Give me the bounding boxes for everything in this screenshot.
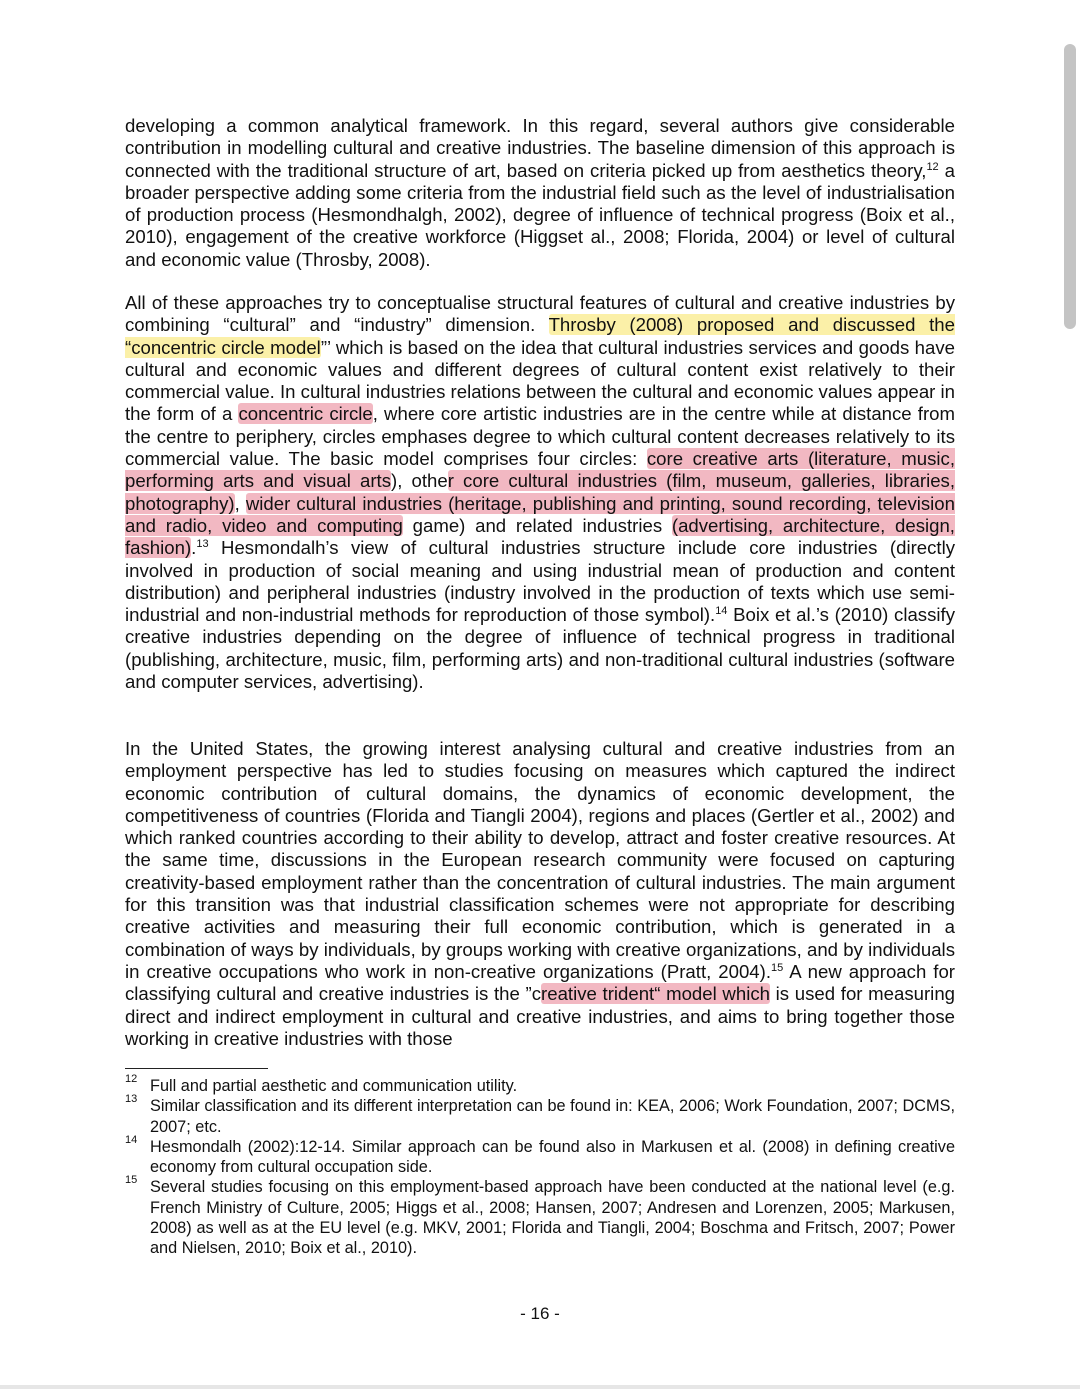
page-number: - 16 - bbox=[520, 1304, 560, 1323]
footnote-separator bbox=[125, 1068, 268, 1069]
footnote-text: Full and partial aesthetic and communication utility. bbox=[150, 1077, 518, 1095]
text-run: . bbox=[191, 537, 197, 559]
footnote-ref-14[interactable]: 14 bbox=[715, 605, 728, 618]
text-run: Hesmondalh’s view of cultural industries structure include core industries (directly involved in production of social meaning and using industrial mean of production and content distribution) and peripheral industries (industry involved in the production of texts which use semi-industrial and non-industrial methods for reproduction of those symbol). bbox=[125, 537, 955, 626]
highlight-pink: reative trident“ model which bbox=[541, 983, 770, 1005]
highlight-pink: r core cultural industries (film, museum, galleries, libraries, photography) bbox=[125, 470, 956, 514]
paragraph-3 bbox=[125, 738, 955, 1050]
text-run: a broader perspective adding some criteria from the industrial field such as the level of industrialisation of production process (Hesmondhalgh, 2002), degree of influence of technical progress (Boix et al., 2010), engagement of the creative workforce (Higgset al., 2008; Florida, 2004) or level of cultural and economic value (Throsby, 2008). bbox=[125, 159, 955, 270]
footnote-13 bbox=[125, 1093, 955, 1137]
footnote-ref-12[interactable]: 12 bbox=[926, 160, 939, 173]
text-run: game) and related industries bbox=[402, 514, 672, 536]
text-run: ”’ which is based on the idea that cultural industries services and goods have cultural and economic values and different degrees of cultural content exist relatively to their commercial value. In cultural industries relations between the cultural and economic values appear in the form of a bbox=[125, 336, 955, 425]
footnote-text: Similar classification and its different interpretation can be found in: KEA, 2006; Work Foundation, 2007; DCMS, 2007; etc. bbox=[150, 1097, 955, 1136]
footnote-number: 12 bbox=[125, 1073, 138, 1085]
text-run: Boix et al.’s (2010) classify creative industries depending on the degree of influence of technical progress in traditional (publishing, architecture, music, film, performing arts) and non-traditional cultural industries (software and computer services, advertising). bbox=[125, 604, 955, 693]
highlight-pink: wider cultural industries (heritage, publishing and printing, sound recording, television and radio, video and computing bbox=[125, 492, 955, 536]
text-run: A new approach for classifying cultural and creative industries is the ”c bbox=[125, 960, 955, 1005]
footnote-14 bbox=[125, 1133, 955, 1178]
text-run: , bbox=[234, 492, 246, 514]
footnote-number: 13 bbox=[125, 1093, 138, 1106]
highlight-pink: core creative arts (literature, music, performing arts and visual arts bbox=[125, 448, 955, 492]
footnote-ref-15[interactable]: 15 bbox=[771, 961, 784, 974]
text-run: developing a common analytical framework. In this regard, several authors give considerable contribution in modelling cultural and creative industries. The baseline dimension of this approach is connected with the traditional structure of art, based on criteria picked up from aesthetics theory, bbox=[125, 115, 955, 181]
text-run: is used for measuring direct and indirect employment in cultural and creative industries, and aims to bring together those working in creative industries with those bbox=[125, 983, 955, 1049]
footnote-text: Hesmondalh (2002):12-14. Similar approach can be found also in Markusen et al. (2008) in defining creative economy from cultural occupation side. bbox=[150, 1137, 955, 1177]
paragraph-1 bbox=[125, 115, 955, 271]
highlight-yellow: Throsby (2008) proposed and discussed the “concentric circle model bbox=[125, 314, 955, 358]
footnote-number: 14 bbox=[125, 1133, 138, 1146]
text-run: All of these approaches try to conceptualise structural features of cultural and creative industries by combining “cultural” and “industry” dimension. bbox=[125, 292, 955, 336]
paragraph-2 bbox=[125, 292, 955, 693]
highlight-pink: concentric circle bbox=[238, 403, 373, 425]
footnote-number: 15 bbox=[125, 1174, 138, 1187]
page-bottom-edge bbox=[0, 1385, 1080, 1389]
highlight-pink: (advertising, architecture, design, fashion) bbox=[125, 514, 955, 559]
text-run: In the United States, the growing interest analysing cultural and creative industries from an employment perspective has led to studies focusing on measures which captured the indirect economic contribution of cultural domains, the dynamics of economic development, the competitiveness of countries (Florida and Tiangli 2004), regions and places (Gertler et al., 2002) and which ranked countries according to their ability to develop, attract and foster creative resources. At the same time, discussions in the European research community were focused on capturing creativity-based employment rather than the concentration of cultural industries. The main argument for this transition was that industrial classification schemes were not appropriate for describing creative activities and measuring their full economic contribution, which is generated in a combination of ways by individuals, by groups working with creative organizations, and by individuals in creative occupations who work in non-creative organizations (Pratt, 2004). bbox=[125, 738, 955, 982]
vertical-scrollbar[interactable] bbox=[1064, 44, 1076, 329]
footnote-ref-13[interactable]: 13 bbox=[196, 538, 209, 551]
footnote-text: Several studies focusing on this employment-based approach have been conducted at the national level (e.g. French Ministry of Culture, 2005; Higgs et al., 2008; Hansen, 2007; Andresen and Lorenzen, 2005; Markusen, 2008) as well as at the EU level (e.g. MKV, 2001; Florida and Tiangli, 2004; Boschma and Fritsch, 2007; Power and Nielsen, 2010; Boix et al., 2010). bbox=[150, 1178, 955, 1258]
text-run: ), othe bbox=[391, 470, 448, 492]
footnote-15 bbox=[125, 1174, 955, 1258]
footnote-12 bbox=[125, 1073, 955, 1096]
text-run: , where core artistic industries are in the centre while at distance from the centre to periphery, circles emphases degree to which cultural content decreases relatively to its commercial value. The basic model comprises four circles: bbox=[125, 403, 955, 470]
footnotes bbox=[125, 1073, 955, 1259]
